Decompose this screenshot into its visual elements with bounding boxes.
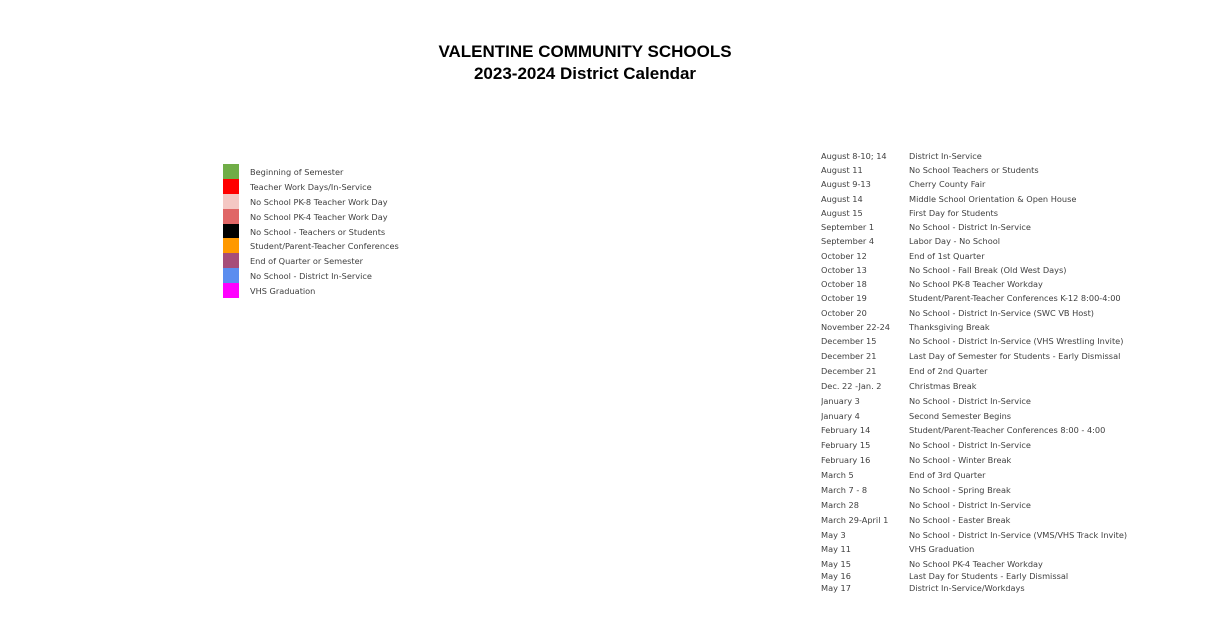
event-description: No School - District In-Service — [909, 396, 1031, 406]
event-date: March 7 - 8 — [821, 485, 868, 495]
legend-item — [223, 253, 523, 268]
legend-swatch — [223, 164, 239, 179]
event-description: District In-Service/Workdays — [909, 583, 1025, 593]
event-row — [821, 514, 1211, 526]
event-description: No School - District In-Service — [909, 440, 1031, 450]
event-date: October 12 — [821, 251, 867, 261]
event-row — [821, 570, 1211, 582]
legend-item — [223, 194, 523, 209]
legend — [223, 164, 523, 298]
event-row — [821, 484, 1211, 496]
legend-swatch — [223, 194, 239, 209]
page-subtitle: 2023-2024 District Calendar — [473, 64, 697, 83]
event-row — [821, 365, 1211, 377]
event-row — [821, 335, 1211, 347]
legend-item — [223, 209, 523, 224]
event-row — [821, 395, 1211, 407]
legend-item — [223, 179, 523, 194]
event-date: August 8-10; 14 — [821, 151, 887, 161]
legend-item — [223, 268, 523, 283]
event-date: Dec. 22 -Jan. 2 — [821, 381, 882, 391]
legend-swatch — [223, 253, 239, 268]
legend-swatch — [223, 283, 239, 298]
legend-swatch — [223, 268, 239, 283]
event-row — [821, 164, 1211, 176]
event-date: February 16 — [821, 455, 871, 465]
event-description: Last Day of Semester for Students - Early Dismissal — [909, 351, 1121, 361]
event-description: No School - Easter Break — [909, 515, 1011, 525]
legend-label: No School - Teachers or Students — [250, 226, 386, 237]
event-description: No School - District In-Service (VHS Wrestling Invite) — [909, 336, 1124, 346]
legend-label: Student/Parent-Teacher Conferences — [250, 241, 399, 252]
event-row — [821, 454, 1211, 466]
event-date: August 14 — [821, 194, 863, 204]
event-row — [821, 221, 1211, 233]
event-description: End of 2nd Quarter — [909, 366, 988, 376]
legend-label: Teacher Work Days/In-Service — [250, 181, 372, 192]
event-description: District In-Service — [909, 151, 982, 161]
legend-label: Beginning of Semester — [250, 167, 344, 177]
legend-swatch — [223, 209, 239, 224]
event-description: Second Semester Begins — [909, 411, 1012, 421]
event-date: March 5 — [821, 470, 854, 480]
legend-swatch — [223, 238, 239, 253]
event-row — [821, 558, 1211, 570]
event-date: December 21 — [821, 366, 877, 376]
event-description: Christmas Break — [909, 381, 977, 391]
event-date: September 1 — [821, 222, 875, 232]
event-row — [821, 292, 1211, 304]
legend-label: No School PK-4 Teacher Work Day — [250, 211, 388, 222]
event-description: No School - District In-Service (VMS/VHS Track Invite) — [909, 530, 1128, 540]
event-row — [821, 499, 1211, 511]
event-date: October 18 — [821, 279, 867, 289]
legend-item — [223, 238, 523, 253]
event-date: September 4 — [821, 236, 875, 246]
event-row — [821, 469, 1211, 481]
event-date: May 15 — [821, 559, 851, 569]
legend-item — [223, 164, 523, 179]
event-description: End of 3rd Quarter — [909, 470, 986, 480]
page-title: VALENTINE COMMUNITY SCHOOLS — [438, 42, 732, 61]
event-date: October 19 — [821, 293, 867, 303]
event-description: VHS Graduation — [909, 544, 975, 554]
event-date: October 13 — [821, 265, 867, 275]
event-date: November 22-24 — [821, 322, 890, 332]
event-description: No School Teachers or Students — [909, 165, 1039, 175]
legend-label: End of Quarter or Semester — [250, 256, 363, 267]
event-row — [821, 278, 1211, 290]
event-description: No School - District In-Service — [909, 500, 1031, 510]
event-date: February 15 — [821, 440, 871, 450]
event-date: May 16 — [821, 571, 851, 581]
event-description: Middle School Orientation & Open House — [909, 194, 1077, 204]
event-row — [821, 307, 1211, 319]
event-row — [821, 582, 1211, 594]
legend-label: No School - District In-Service — [250, 271, 372, 282]
event-row — [821, 235, 1211, 247]
event-row — [821, 424, 1211, 436]
event-row — [821, 207, 1211, 219]
event-description: No School PK-8 Teacher Workday — [909, 279, 1043, 289]
event-description: Labor Day - No School — [909, 236, 1000, 246]
event-row — [821, 321, 1211, 333]
event-row — [821, 193, 1211, 205]
event-description: Student/Parent-Teacher Conferences K-12 8:00-4:00 — [909, 293, 1121, 303]
event-date: May 17 — [821, 583, 851, 593]
event-description: No School - Spring Break — [909, 485, 1011, 495]
event-description: No School - District In-Service — [909, 222, 1031, 232]
event-date: October 20 — [821, 308, 867, 318]
event-row — [821, 150, 1211, 162]
event-description: First Day for Students — [909, 208, 998, 218]
event-description: No School - District In-Service (SWC VB Host) — [909, 308, 1094, 318]
event-date: December 21 — [821, 351, 877, 361]
event-row — [821, 350, 1211, 362]
legend-label: No School PK-8 Teacher Work Day — [250, 196, 388, 207]
event-row — [821, 543, 1211, 555]
event-date: August 11 — [821, 165, 863, 175]
legend-label: VHS Graduation — [250, 286, 316, 297]
event-date: December 15 — [821, 336, 877, 346]
event-row — [821, 264, 1211, 276]
event-description: Thanksgiving Break — [909, 322, 990, 332]
legend-item — [223, 224, 523, 239]
event-description: No School - Winter Break — [909, 455, 1012, 465]
event-description: Cherry County Fair — [909, 179, 986, 189]
event-date: January 3 — [821, 396, 860, 406]
event-date: August 9-13 — [821, 179, 871, 189]
legend-item — [223, 283, 523, 298]
event-description: No School PK-4 Teacher Workday — [909, 559, 1043, 569]
event-row — [821, 529, 1211, 541]
event-date: March 29-April 1 — [821, 515, 889, 525]
event-date: May 3 — [821, 530, 846, 540]
event-date: May 11 — [821, 544, 851, 554]
event-description: Last Day for Students - Early Dismissal — [909, 571, 1069, 581]
event-row — [821, 380, 1211, 392]
legend-swatch — [223, 179, 239, 194]
event-row — [821, 439, 1211, 451]
event-date: February 14 — [821, 425, 871, 435]
event-description: End of 1st Quarter — [909, 251, 985, 261]
event-date: March 28 — [821, 500, 859, 510]
event-row — [821, 410, 1211, 422]
legend-swatch — [223, 224, 239, 239]
event-date: January 4 — [821, 411, 860, 421]
event-row — [821, 178, 1211, 190]
event-date: August 15 — [821, 208, 863, 218]
event-row — [821, 250, 1211, 262]
event-description: No School - Fall Break (Old West Days) — [909, 265, 1067, 275]
event-description: Student/Parent-Teacher Conferences 8:00 - 4:00 — [909, 425, 1106, 435]
